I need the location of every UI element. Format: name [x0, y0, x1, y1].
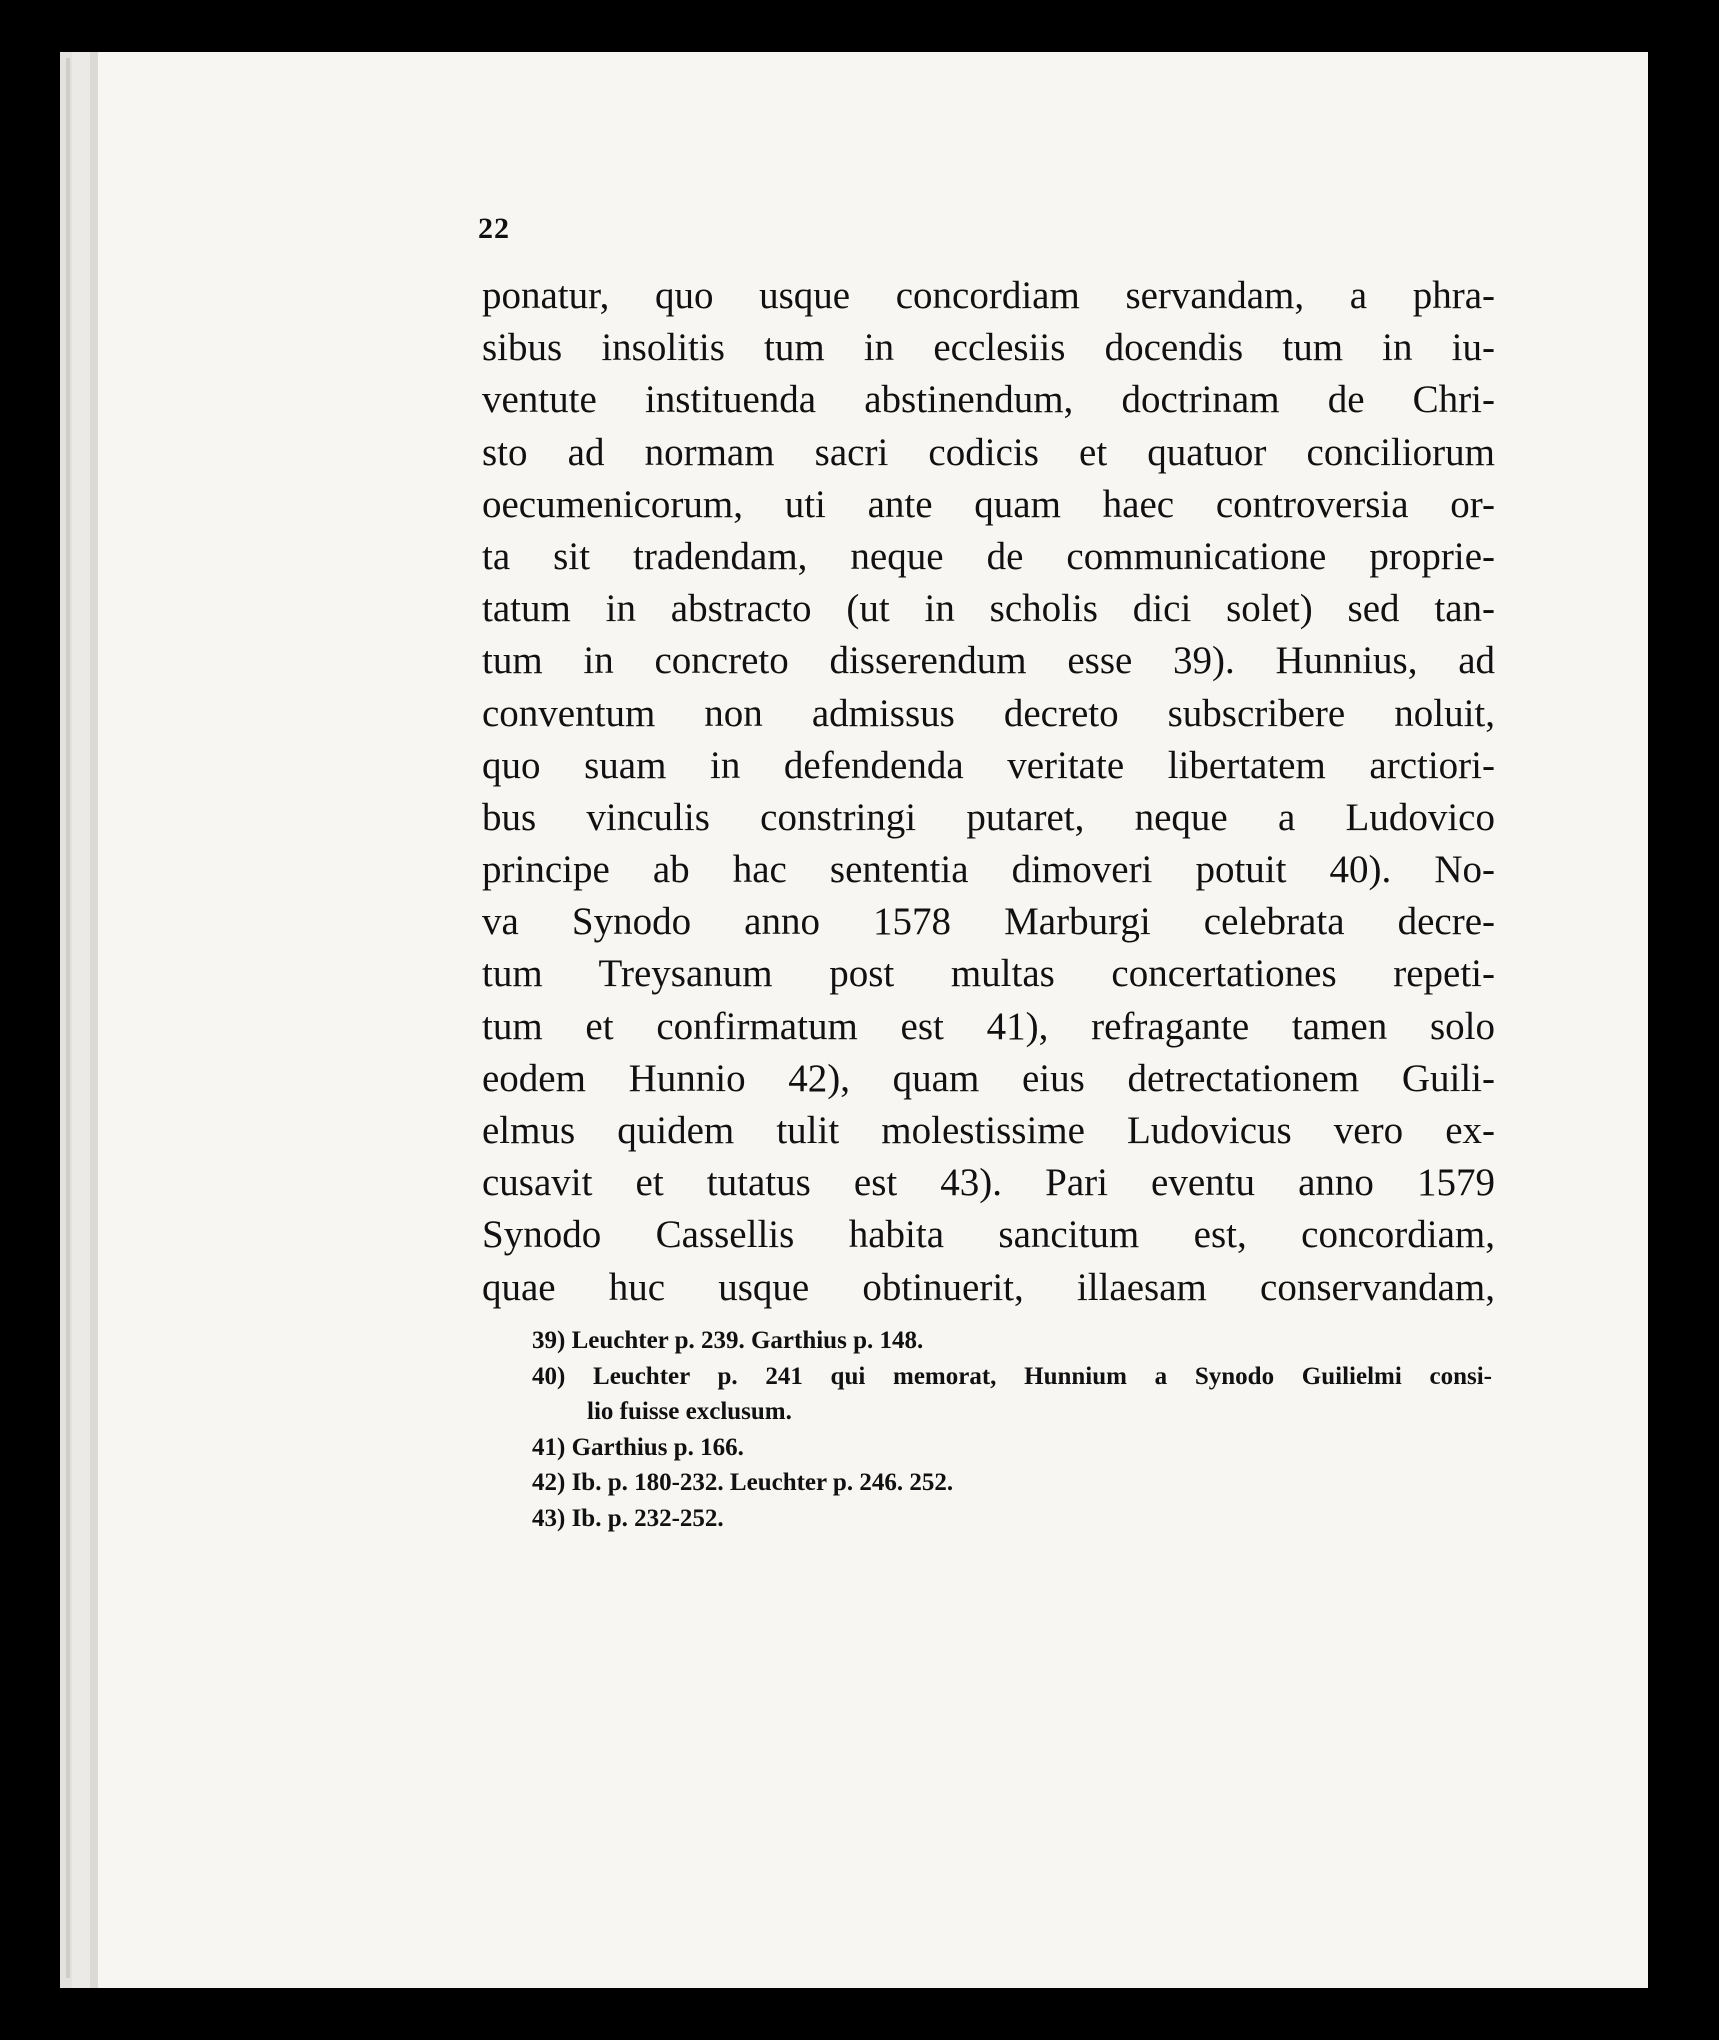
page-number: 22 [478, 212, 510, 245]
text-line: cusavit et tutatus est 43). Pari eventu anno 1579 [482, 1161, 1495, 1205]
text-line: conventum non admissus decreto subscribere noluit, [482, 691, 1495, 735]
text-line: tum in concreto disserendum esse 39). Hunnius, ad [482, 639, 1495, 683]
text-line: quae huc usque obtinuerit, illaesam conservandam, [482, 1265, 1495, 1309]
text-line: eodem Hunnio 42), quam eius detrectationem Guili- [482, 1056, 1495, 1100]
text-line: principe ab hac sententia dimoveri potuit 40). No- [482, 848, 1495, 892]
text-line: Synodo Cassellis habita sancitum est, concordiam, [482, 1213, 1495, 1257]
footnote: 42) Ib. p. 180-232. Leuchter p. 246. 252. [532, 1469, 954, 1496]
footnote: 39) Leuchter p. 239. Garthius p. 148. [532, 1327, 924, 1354]
text-line: elmus quidem tulit molestissime Ludovicus vero ex- [482, 1109, 1495, 1152]
footnote: 41) Garthius p. 166. [532, 1433, 744, 1461]
footnotes-block [532, 1323, 1492, 1536]
text-line: ta sit tradendam, neque de communicatione proprie- [482, 534, 1495, 578]
text-line: bus vinculis constringi putaret, neque a Ludovico [482, 795, 1495, 839]
text-line: ponatur, quo usque concordiam servandam, a phra- [482, 274, 1495, 317]
footnote-continuation: lio fuisse exclusum. [587, 1398, 792, 1425]
text-line: tatum in abstracto (ut in scholis dici solet) sed tan- [482, 587, 1495, 631]
page-edge [66, 58, 70, 1978]
text-line: oecumenicorum, uti ante quam haec controversia or- [482, 482, 1495, 526]
text-line: va Synodo anno 1578 Marburgi celebrata decre- [482, 900, 1495, 944]
footnote: 40) Leuchter p. 241 qui memorat, Hunnium a Synodo Guilielmi consi- [532, 1362, 1492, 1390]
text-line: ventute instituenda abstinendum, doctrinam de Chri- [482, 378, 1495, 422]
text-line: tum et confirmatum est 41), refragante tamen solo [482, 1004, 1495, 1048]
text-line: quo suam in defendenda veritate libertatem arctiori- [482, 743, 1495, 787]
text-line: tum Treysanum post multas concertationes repeti- [482, 952, 1495, 996]
main-text-block [482, 270, 1495, 1314]
text-line: sibus insolitis tum in ecclesiis docendis tum in iu- [482, 326, 1495, 370]
text-line: sto ad normam sacri codicis et quatuor conciliorum [482, 430, 1495, 474]
footnote: 43) Ib. p. 232-252. [532, 1504, 724, 1532]
